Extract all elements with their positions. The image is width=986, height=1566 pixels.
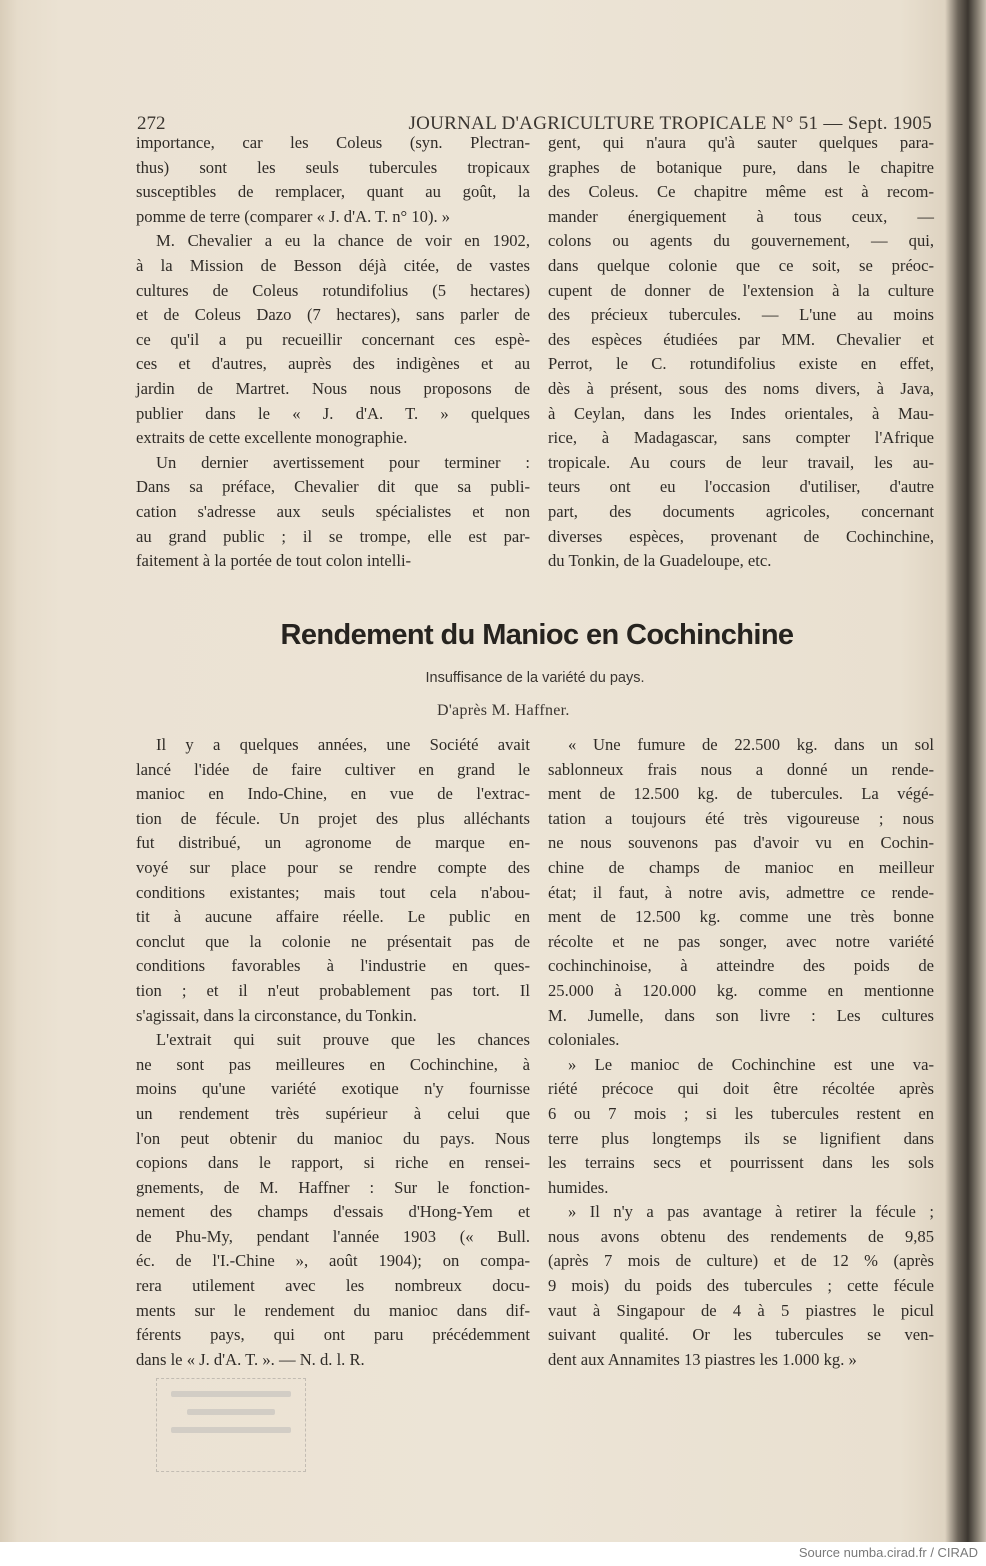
text-line: du Tonkin, de la Guadeloupe, etc. — [548, 551, 772, 571]
text-line: un rendement très supérieur à celui que — [136, 1103, 530, 1123]
source-footer — [0, 1542, 986, 1566]
text-line: teurs ont eu l'occasion d'utiliser, d'autre — [548, 477, 934, 497]
text-line: ne sont pas meilleures en Cochinchine, à — [136, 1054, 530, 1074]
text-line: des précieux tubercules. — L'une au moins — [548, 305, 934, 325]
text-line: gnements, de M. Haffner : Sur le fonction- — [136, 1177, 530, 1197]
text-line: lancé l'idée de faire cultiver en grand le — [136, 759, 530, 779]
text-line: part, des documents agricoles, concernant — [548, 501, 934, 521]
text-line: jardin de Martret. Nous nous proposons de — [136, 378, 530, 398]
text-line: ne nous souvenons pas d'avoir vu en Cochin- — [548, 833, 934, 853]
text-line: (après 7 mois de culture) et de 12 % (après — [548, 1251, 934, 1271]
text-line: Il y a quelques années, une Société avait — [156, 735, 530, 754]
text-line: s'agissait, dans la circonstance, du Tonkin. — [136, 1005, 417, 1025]
text-line: état; il faut, à notre avis, admettre ce rende- — [548, 882, 934, 902]
text-line: humides. — [548, 1177, 609, 1197]
text-line: riété précoce qui doit être récoltée après — [548, 1079, 934, 1099]
text-line: graphes de botanique pure, dans le chapitre — [548, 157, 934, 177]
text-line: copions dans le rapport, si riche en rensei- — [136, 1153, 530, 1173]
text-line: dent aux Annamites 13 piastres les 1.000 kg. » — [548, 1349, 857, 1369]
text-line: thus) sont les seuls tubercules tropicaux — [136, 157, 530, 177]
journal-title: JOURNAL D'AGRICULTURE TROPICALE N° 51 — Sept. 1905 — [408, 113, 932, 134]
text-line: tation a toujours été très vigoureuse ; nous — [548, 808, 934, 828]
text-line: tit à aucune affaire réelle. Le public en — [136, 907, 530, 927]
text-line: à la Mission de Besson déjà citée, de vastes — [136, 255, 530, 275]
text-line: les terrains secs et pourrissent dans les sols — [548, 1153, 934, 1173]
text-line: vaut à Singapour de 4 à 5 piastres le picul — [548, 1300, 934, 1320]
text-line: voyé sur place pour se rendre compte des — [136, 857, 530, 877]
text-line: conclut que la colonie ne présentait pas de — [136, 931, 530, 951]
text-line: mander énergiquement à tous ceux, — — [548, 206, 934, 226]
text-line: tion ; et il n'eut probablement pas tort. Il — [136, 980, 530, 1000]
article-title: Rendement du Manioc en Cochinchine — [280, 619, 794, 651]
text-line: manioc en Indo-Chine, en vue de l'extrac- — [136, 784, 530, 804]
text-line: ce qu'il a pu recueillir concernant ces espè- — [136, 329, 530, 349]
article-byline: D'après M. Haffner. — [437, 702, 570, 719]
text-line: 25.000 à 120.000 kg. comme en mentionne — [548, 980, 934, 1000]
text-line: diverses espèces, provenant de Cochinchine, — [548, 526, 934, 546]
text-line: à Ceylan, dans les Indes orientales, à Mau- — [548, 403, 934, 423]
text-line: M. Chevalier a eu la chance de voir en 1902, — [156, 231, 530, 251]
text-line: » Le manioc de Cochinchine est une va- — [568, 1054, 934, 1074]
text-line: cultures de Coleus rotundifolius (5 hectares) — [136, 280, 530, 300]
text-line: des espèces étudiées par MM. Chevalier et — [548, 329, 934, 349]
text-line: cochinchinoise, à atteindre des poids de — [548, 956, 934, 976]
text-line: Dans sa préface, Chevalier dit que sa publi- — [136, 477, 530, 497]
text-line: fut distribué, un agronome de marque en- — [136, 833, 530, 853]
text-line: susceptibles de remplacer, quant au goût, la — [136, 182, 530, 202]
text-line: publier dans le « J. d'A. T. » quelques — [136, 403, 530, 423]
text-line: ment de 12.500 kg. comme une très bonne — [548, 907, 934, 927]
text-line: 9 mois) du poids des tubercules ; cette fécule — [548, 1276, 934, 1296]
text-line: faitement à la portée de tout colon intelli- — [136, 551, 412, 571]
text-line: des Coleus. Ce chapitre même est à recom- — [548, 182, 934, 202]
text-line: gent, qui n'aura qu'à sauter quelques para- — [548, 133, 934, 152]
bottom-left-column — [136, 733, 530, 1372]
text-line: coloniales. — [548, 1030, 620, 1050]
text-line: dès à présent, sous des noms divers, à Java, — [548, 378, 934, 398]
text-line: 6 ou 7 mois ; si les tubercules restent en — [548, 1103, 934, 1123]
text-line: rera utilement avec les nombreux docu- — [136, 1276, 530, 1296]
page-number: 272 — [137, 113, 166, 134]
text-line: cupent de donner de l'extension à la culture — [548, 280, 934, 300]
text-line: chine de champs de manioc en meilleur — [548, 857, 934, 877]
top-right-column — [548, 131, 934, 574]
source-credit: Source numba.cirad.fr / CIRAD — [798, 1545, 978, 1560]
text-line: pomme de terre (comparer « J. d'A. T. n° 10). » — [136, 206, 451, 226]
text-line: « Une fumure de 22.500 kg. dans un sol — [568, 735, 934, 754]
text-line: et de Coleus Dazo (7 hectares), sans parler de — [136, 305, 530, 325]
text-line: M. Jumelle, dans son livre : Les cultures — [548, 1005, 934, 1025]
text-line: extraits de cette excellente monographie. — [136, 428, 408, 448]
text-line: dans le « J. d'A. T. ». — N. d. l. R. — [136, 1349, 365, 1369]
top-left-column — [136, 131, 530, 574]
text-line: nous avons obtenu des rendements de 9,85 — [548, 1226, 934, 1246]
bottom-right-column — [548, 733, 934, 1372]
text-line: cation s'adresse aux seuls spécialistes et non — [136, 501, 530, 521]
text-line: L'extrait qui suit prouve que les chances — [156, 1030, 530, 1050]
text-line: tion de fécule. Un projet des plus alléchants — [136, 808, 530, 828]
text-line: ments sur le rendement du manioc dans dif- — [136, 1300, 530, 1320]
text-line: colons ou agents du gouvernement, — qui, — [548, 231, 934, 251]
text-line: éc. de l'I.-Chine », août 1904); on compa- — [136, 1251, 530, 1271]
text-line: Perrot, le C. rotundifolius existe en effet, — [548, 354, 934, 374]
text-line: récolte et ne pas songer, avec notre variété — [548, 931, 934, 951]
library-stamp — [156, 1378, 306, 1472]
text-line: sablonneux frais nous a donné un rende- — [548, 759, 934, 779]
text-line: au grand public ; il se trompe, elle est par- — [136, 526, 530, 546]
text-line: nement des champs d'essais d'Hong-Yem et — [136, 1202, 530, 1222]
text-line: conditions favorables à l'industrie en ques- — [136, 956, 530, 976]
text-line: rice, à Madagascar, sans compter l'Afrique — [548, 428, 934, 448]
text-line: terre plus longtemps ils se lignifient dans — [548, 1128, 934, 1148]
article-subtitle: Insuffisance de la variété du pays. — [425, 670, 645, 686]
text-line: » Il n'y a pas avantage à retirer la fécule ; — [568, 1202, 934, 1222]
text-line: moins qu'une variété exotique n'y fournisse — [136, 1079, 530, 1099]
text-line: suivant qualité. Or les tubercules se ven- — [548, 1325, 934, 1345]
text-line: tropicale. Au cours de leur travail, les au- — [548, 452, 934, 472]
text-line: importance, car les Coleus (syn. Plectran- — [136, 133, 530, 152]
text-line: l'on peut obtenir du manioc du pays. Nous — [136, 1128, 530, 1148]
text-line: de Phu-My, pendant l'année 1903 (« Bull. — [136, 1226, 530, 1246]
text-line: Un dernier avertissement pour terminer : — [156, 452, 530, 472]
text-line: conditions existantes; mais tout cela n'abou- — [136, 882, 530, 902]
text-line: dans quelque colonie que ce soit, se préoc- — [548, 255, 934, 275]
text-line: férents pays, qui ont paru précédemment — [136, 1325, 530, 1345]
text-line: ces et d'autres, auprès des indigènes et au — [136, 354, 530, 374]
text-line: ment de 12.500 kg. de tubercules. La végé- — [548, 784, 934, 804]
